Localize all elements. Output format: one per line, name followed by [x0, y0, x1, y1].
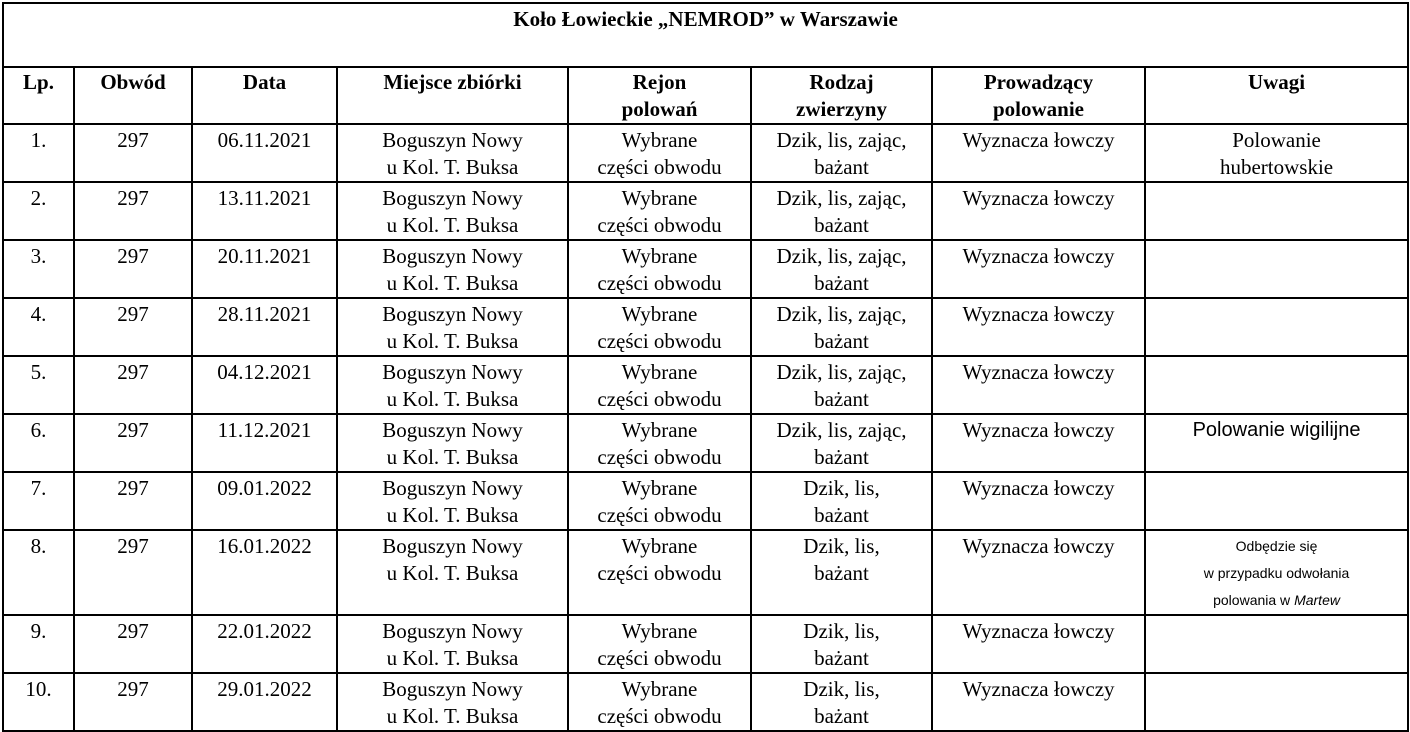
rejon-line2: części obwodu [597, 561, 722, 585]
miejsce-line1: Boguszyn Nowy [382, 302, 523, 326]
rodzaj-line1: Dzik, lis, [803, 677, 880, 701]
cell-uwagi [1145, 298, 1408, 356]
cell-obwod: 297 [74, 472, 192, 530]
cell-data: 11.12.2021 [192, 414, 337, 472]
header-prowadzacy [932, 67, 1145, 124]
header-rodzaj-line2: zwierzyny [796, 97, 887, 121]
rodzaj-line2: bażant [814, 387, 869, 411]
table-row [3, 240, 1408, 298]
header-rejon [568, 67, 751, 124]
cell-prowadzacy: Wyznacza łowczy [932, 182, 1145, 240]
cell-obwod: 297 [74, 298, 192, 356]
miejsce-line2: u Kol. T. Buksa [386, 155, 519, 179]
rejon-line2: części obwodu [597, 704, 722, 728]
cell-lp: 3. [3, 240, 74, 298]
rodzaj-line1: Dzik, lis, zając, [776, 302, 907, 326]
miejsce-line1: Boguszyn Nowy [382, 128, 523, 152]
cell-rodzaj [751, 240, 932, 298]
miejsce-line1: Boguszyn Nowy [382, 360, 523, 384]
uwagi-note-place: Martew [1294, 592, 1340, 608]
rodzaj-line1: Dzik, lis, zając, [776, 360, 907, 384]
cell-uwagi [1145, 615, 1408, 673]
miejsce-line1: Boguszyn Nowy [382, 534, 523, 558]
header-prowadzacy-line2: polowanie [992, 97, 1084, 121]
cell-rejon [568, 124, 751, 182]
cell-data: 20.11.2021 [192, 240, 337, 298]
table-row [3, 414, 1408, 472]
cell-obwod: 297 [74, 240, 192, 298]
miejsce-line1: Boguszyn Nowy [382, 677, 523, 701]
rodzaj-line1: Dzik, lis, zając, [776, 186, 907, 210]
cell-miejsce [337, 124, 568, 182]
cell-uwagi [1145, 182, 1408, 240]
cell-lp: 5. [3, 356, 74, 414]
cell-rodzaj [751, 182, 932, 240]
cell-miejsce [337, 356, 568, 414]
miejsce-line1: Boguszyn Nowy [382, 418, 523, 442]
rejon-line1: Wybrane [621, 677, 698, 701]
rejon-line2: części obwodu [597, 387, 722, 411]
miejsce-line2: u Kol. T. Buksa [386, 503, 519, 527]
rodzaj-line1: Dzik, lis, [803, 534, 880, 558]
cell-uwagi: Polowanie wigilijne [1145, 414, 1408, 472]
cell-prowadzacy: Wyznacza łowczy [932, 356, 1145, 414]
table-row [3, 298, 1408, 356]
table-title: Koło Łowieckie „NEMROD” w Warszawie [3, 3, 1408, 67]
table-row [3, 472, 1408, 530]
cell-rodzaj [751, 673, 932, 731]
cell-lp: 1. [3, 124, 74, 182]
cell-uwagi [1145, 472, 1408, 530]
header-rodzaj-line1: Rodzaj [809, 70, 874, 94]
rodzaj-line1: Dzik, lis, [803, 619, 880, 643]
cell-rodzaj [751, 414, 932, 472]
rejon-line1: Wybrane [621, 360, 698, 384]
cell-miejsce [337, 615, 568, 673]
rejon-line2: części obwodu [597, 503, 722, 527]
cell-lp: 2. [3, 182, 74, 240]
rejon-line2: części obwodu [597, 445, 722, 469]
uwagi-line2: hubertowskie [1219, 155, 1334, 179]
cell-rodzaj [751, 615, 932, 673]
cell-miejsce [337, 182, 568, 240]
rejon-line1: Wybrane [621, 619, 698, 643]
miejsce-line2: u Kol. T. Buksa [386, 387, 519, 411]
cell-rodzaj [751, 472, 932, 530]
cell-lp: 7. [3, 472, 74, 530]
cell-obwod: 297 [74, 673, 192, 731]
cell-uwagi [1145, 356, 1408, 414]
uwagi-note-line3 [1150, 587, 1403, 614]
rodzaj-line2: bażant [814, 445, 869, 469]
cell-prowadzacy: Wyznacza łowczy [932, 530, 1145, 615]
rejon-line2: części obwodu [597, 213, 722, 237]
cell-miejsce [337, 240, 568, 298]
cell-data: 13.11.2021 [192, 182, 337, 240]
rejon-line1: Wybrane [621, 302, 698, 326]
rodzaj-line1: Dzik, lis, zając, [776, 418, 907, 442]
cell-data: 09.01.2022 [192, 472, 337, 530]
rodzaj-line1: Dzik, lis, [803, 476, 880, 500]
cell-prowadzacy: Wyznacza łowczy [932, 673, 1145, 731]
rejon-line1: Wybrane [621, 534, 698, 558]
cell-lp: 8. [3, 530, 74, 615]
cell-data: 16.01.2022 [192, 530, 337, 615]
cell-data: 06.11.2021 [192, 124, 337, 182]
cell-prowadzacy: Wyznacza łowczy [932, 124, 1145, 182]
cell-miejsce [337, 472, 568, 530]
table-row [3, 673, 1408, 731]
cell-rejon [568, 240, 751, 298]
cell-rejon [568, 298, 751, 356]
cell-rodzaj [751, 530, 932, 615]
header-rodzaj [751, 67, 932, 124]
cell-data: 22.01.2022 [192, 615, 337, 673]
header-prowadzacy-line1: Prowadzący [983, 70, 1094, 94]
miejsce-line2: u Kol. T. Buksa [386, 646, 519, 670]
cell-prowadzacy: Wyznacza łowczy [932, 472, 1145, 530]
cell-rejon [568, 356, 751, 414]
title-row [3, 3, 1408, 67]
rodzaj-line2: bażant [814, 561, 869, 585]
rejon-line2: części obwodu [597, 329, 722, 353]
table-row [3, 124, 1408, 182]
rodzaj-line2: bażant [814, 271, 869, 295]
cell-miejsce [337, 673, 568, 731]
rejon-line2: części obwodu [597, 271, 722, 295]
header-obwod: Obwód [74, 67, 192, 124]
cell-rodzaj [751, 124, 932, 182]
table-row [3, 530, 1408, 615]
cell-rodzaj [751, 298, 932, 356]
miejsce-line2: u Kol. T. Buksa [386, 445, 519, 469]
cell-rejon [568, 673, 751, 731]
rodzaj-line2: bażant [814, 646, 869, 670]
cell-lp: 6. [3, 414, 74, 472]
header-data: Data [192, 67, 337, 124]
uwagi-note-text: polowania w [1213, 592, 1291, 608]
miejsce-line1: Boguszyn Nowy [382, 244, 523, 268]
cell-prowadzacy: Wyznacza łowczy [932, 414, 1145, 472]
rodzaj-line1: Dzik, lis, zając, [776, 128, 907, 152]
uwagi-note-line1: Odbędzie się [1235, 538, 1318, 554]
cell-data: 28.11.2021 [192, 298, 337, 356]
miejsce-line2: u Kol. T. Buksa [386, 704, 519, 728]
rodzaj-line2: bażant [814, 213, 869, 237]
header-lp: Lp. [3, 67, 74, 124]
cell-lp: 9. [3, 615, 74, 673]
cell-obwod: 297 [74, 182, 192, 240]
miejsce-line1: Boguszyn Nowy [382, 186, 523, 210]
cell-rejon [568, 530, 751, 615]
cell-obwod: 297 [74, 530, 192, 615]
rodzaj-line1: Dzik, lis, zając, [776, 244, 907, 268]
rodzaj-line2: bażant [814, 155, 869, 179]
cell-rejon [568, 182, 751, 240]
header-rejon-line1: Rejon [632, 70, 687, 94]
cell-rejon [568, 615, 751, 673]
rejon-line2: części obwodu [597, 646, 722, 670]
rodzaj-line2: bażant [814, 503, 869, 527]
cell-rodzaj [751, 356, 932, 414]
header-rejon-line2: polowań [621, 97, 698, 121]
table-row [3, 615, 1408, 673]
miejsce-line2: u Kol. T. Buksa [386, 271, 519, 295]
cell-rejon [568, 472, 751, 530]
cell-data: 29.01.2022 [192, 673, 337, 731]
cell-rejon [568, 414, 751, 472]
rejon-line2: części obwodu [597, 155, 722, 179]
miejsce-line2: u Kol. T. Buksa [386, 213, 519, 237]
miejsce-line2: u Kol. T. Buksa [386, 329, 519, 353]
cell-lp: 10. [3, 673, 74, 731]
table-body [3, 124, 1408, 731]
rejon-line1: Wybrane [621, 244, 698, 268]
rejon-line1: Wybrane [621, 186, 698, 210]
rodzaj-line2: bażant [814, 704, 869, 728]
hunt-schedule-table [2, 2, 1409, 732]
table-row [3, 182, 1408, 240]
rejon-line1: Wybrane [621, 476, 698, 500]
cell-data: 04.12.2021 [192, 356, 337, 414]
cell-prowadzacy: Wyznacza łowczy [932, 615, 1145, 673]
header-uwagi: Uwagi [1145, 67, 1408, 124]
cell-miejsce [337, 298, 568, 356]
rodzaj-line2: bażant [814, 329, 869, 353]
rejon-line1: Wybrane [621, 418, 698, 442]
table-row [3, 356, 1408, 414]
rejon-line1: Wybrane [621, 128, 698, 152]
cell-uwagi [1145, 124, 1408, 182]
cell-obwod: 297 [74, 356, 192, 414]
uwagi-note-line2: w przypadku odwołania [1203, 565, 1350, 581]
cell-prowadzacy: Wyznacza łowczy [932, 298, 1145, 356]
cell-miejsce [337, 414, 568, 472]
miejsce-line1: Boguszyn Nowy [382, 476, 523, 500]
cell-uwagi [1145, 240, 1408, 298]
cell-lp: 4. [3, 298, 74, 356]
cell-obwod: 297 [74, 615, 192, 673]
cell-uwagi [1145, 530, 1408, 615]
cell-prowadzacy: Wyznacza łowczy [932, 240, 1145, 298]
miejsce-line2: u Kol. T. Buksa [386, 561, 519, 585]
cell-obwod: 297 [74, 124, 192, 182]
cell-obwod: 297 [74, 414, 192, 472]
cell-miejsce [337, 530, 568, 615]
uwagi-line1: Polowanie [1232, 128, 1321, 152]
header-miejsce: Miejsce zbiórki [337, 67, 568, 124]
cell-uwagi [1145, 673, 1408, 731]
header-row [3, 67, 1408, 124]
miejsce-line1: Boguszyn Nowy [382, 619, 523, 643]
